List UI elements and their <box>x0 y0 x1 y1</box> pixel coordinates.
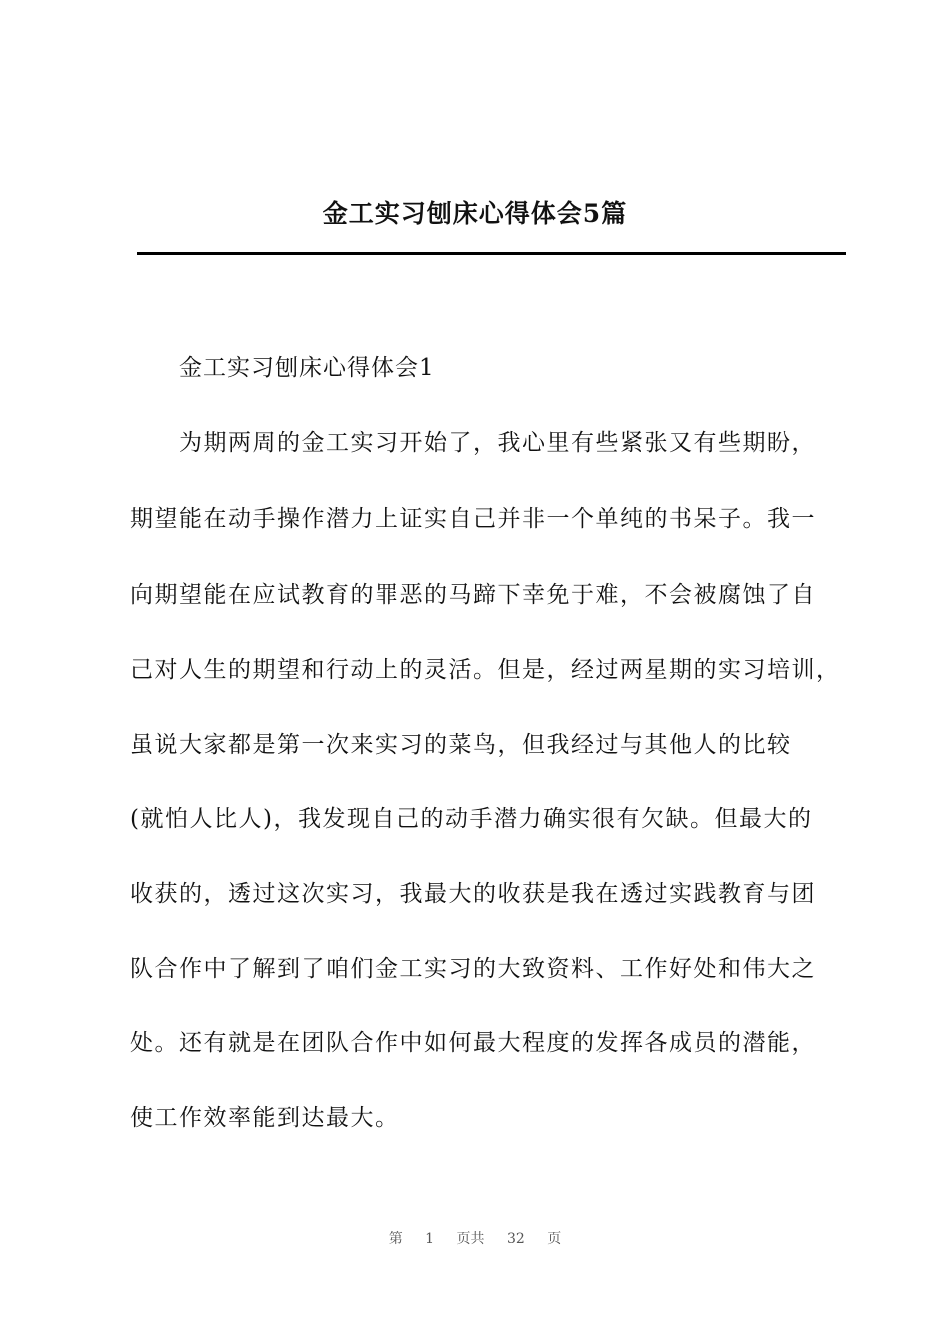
footer-current-page: 1 <box>425 1231 435 1247</box>
page-footer <box>0 1228 950 1248</box>
paragraph-line: 为期两周的金工实习开始了，我心里有些紧张又有些期盼， <box>179 430 816 456</box>
paragraph-line: 期望能在动手操作潜力上证实自己并非一个单纯的书呆子。我一 <box>130 506 816 532</box>
paragraph-line: 虽说大家都是第一次来实习的菜鸟，但我经过与其他人的比较 <box>130 732 792 758</box>
section-heading: 金工实习刨床心得体会1 <box>179 355 435 381</box>
paragraph-line: 处。还有就是在团队合作中如何最大程度的发挥各成员的潜能， <box>130 1030 816 1056</box>
footer-label-of: 页共 <box>456 1231 485 1247</box>
paragraph-line: 向期望能在应试教育的罪恶的马蹄下幸免于难，不会被腐蚀了自 <box>130 582 816 608</box>
footer-total-pages: 32 <box>507 1231 525 1247</box>
footer-label-end: 页 <box>547 1231 562 1247</box>
paragraph-line: 己对人生的期望和行动上的灵活。但是，经过两星期的实习培训， <box>130 657 841 683</box>
document-title: 金工实习刨床心得体会5篇 <box>322 199 628 228</box>
footer-label-page: 第 <box>388 1231 403 1247</box>
paragraph-line: 队合作中了解到了咱们金工实习的大致资料、工作好处和伟大之 <box>130 956 816 982</box>
title-divider <box>137 252 846 255</box>
paragraph-line: (就怕人比人)，我发现自己的动手潜力确实很有欠缺。但最大的 <box>130 806 813 832</box>
paragraph-line: 收获的，透过这次实习，我最大的收获是我在透过实践教育与团 <box>130 881 816 907</box>
paragraph-line: 使工作效率能到达最大。 <box>130 1105 400 1131</box>
